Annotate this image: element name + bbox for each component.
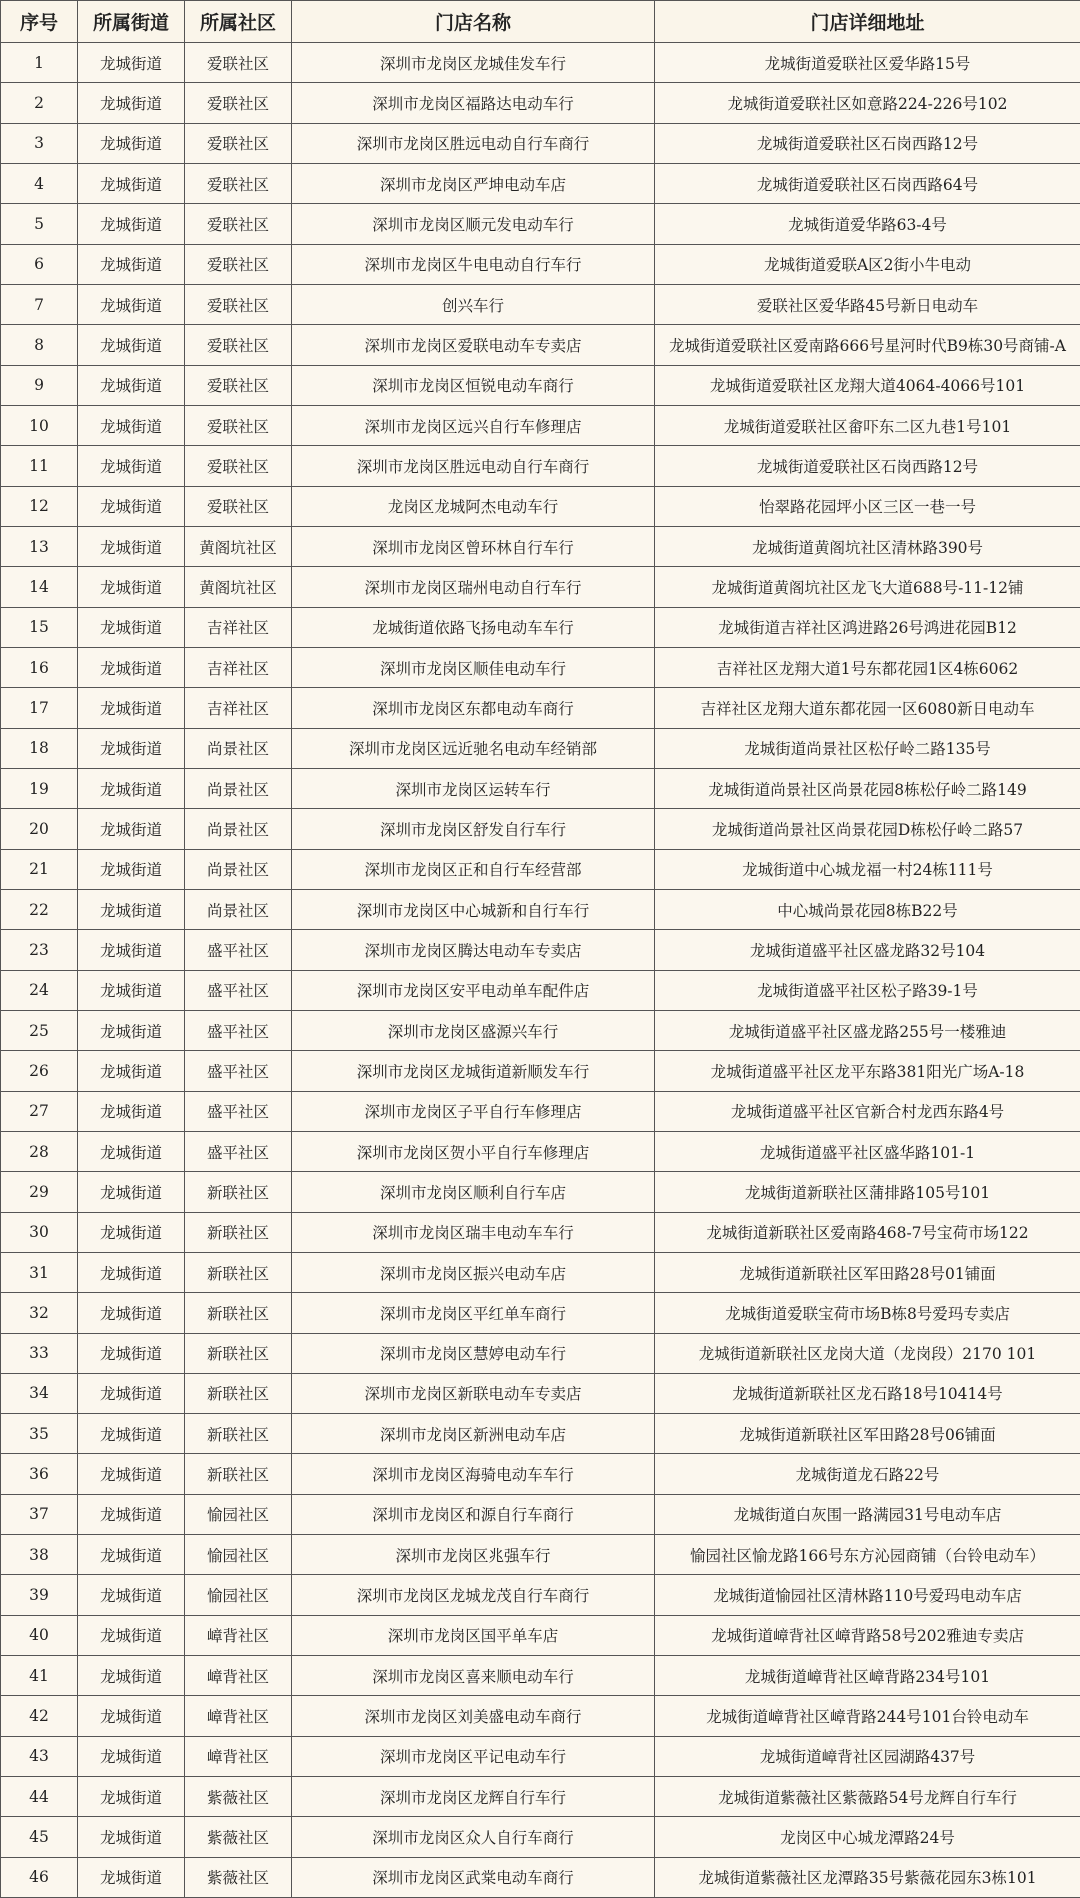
table-row: [1, 405, 1080, 445]
cell-index: 27: [1, 1091, 78, 1131]
cell-index: 6: [1, 244, 78, 284]
cell-store-name: 深圳市龙岗区贺小平自行车修理店: [292, 1131, 655, 1171]
cell-index: 12: [1, 486, 78, 526]
table-row: [1, 325, 1080, 365]
cell-community: 爱联社区: [185, 365, 292, 405]
table-header-row: [1, 1, 1080, 43]
cell-store-name: 深圳市龙岗区慧婷电动车行: [292, 1333, 655, 1373]
cell-community: 嶂背社区: [185, 1615, 292, 1655]
cell-store-name: 龙岗区龙城阿杰电动车行: [292, 486, 655, 526]
cell-street: 龙城街道: [78, 1777, 185, 1817]
cell-index: 31: [1, 1252, 78, 1292]
cell-store-address: 龙城街道新联社区爱南路468-7号宝荷市场122: [655, 1212, 1080, 1252]
cell-store-name: 深圳市龙岗区子平自行车修理店: [292, 1091, 655, 1131]
table-row: [1, 1373, 1080, 1413]
cell-store-name: 深圳市龙岗区顺利自行车店: [292, 1172, 655, 1212]
cell-store-name: 深圳市龙岗区舒发自行车行: [292, 809, 655, 849]
cell-store-name: 深圳市龙岗区爱联电动车专卖店: [292, 325, 655, 365]
cell-index: 23: [1, 930, 78, 970]
cell-store-address: 龙城街道爱联社区爱南路666号星河时代B9栋30号商铺-A: [655, 325, 1080, 365]
cell-index: 20: [1, 809, 78, 849]
cell-index: 10: [1, 405, 78, 445]
cell-store-name: 深圳市龙岗区众人自行车商行: [292, 1817, 655, 1857]
table-row: [1, 204, 1080, 244]
cell-street: 龙城街道: [78, 889, 185, 929]
cell-street: 龙城街道: [78, 1736, 185, 1776]
cell-store-address: 龙城街道尚景社区松仔岭二路135号: [655, 728, 1080, 768]
cell-community: 紫薇社区: [185, 1777, 292, 1817]
cell-community: 新联社区: [185, 1293, 292, 1333]
cell-store-name: 深圳市龙岗区国平单车店: [292, 1615, 655, 1655]
cell-street: 龙城街道: [78, 1051, 185, 1091]
cell-community: 爱联社区: [185, 123, 292, 163]
cell-community: 尚景社区: [185, 809, 292, 849]
cell-index: 9: [1, 365, 78, 405]
cell-index: 25: [1, 1010, 78, 1050]
cell-store-address: 龙城街道吉祥社区鸿进路26号鸿进花园B12: [655, 607, 1080, 647]
cell-community: 尚景社区: [185, 768, 292, 808]
header-store-address: 门店详细地址: [655, 1, 1080, 43]
cell-store-name: 深圳市龙岗区盛源兴车行: [292, 1010, 655, 1050]
cell-store-address: 龙城街道嶂背社区嶂背路58号202雅迪专卖店: [655, 1615, 1080, 1655]
cell-community: 爱联社区: [185, 244, 292, 284]
table-row: [1, 567, 1080, 607]
cell-street: 龙城街道: [78, 1091, 185, 1131]
cell-street: 龙城街道: [78, 526, 185, 566]
table-row: [1, 1696, 1080, 1736]
cell-street: 龙城街道: [78, 970, 185, 1010]
cell-index: 3: [1, 123, 78, 163]
cell-store-name: 深圳市龙岗区胜远电动自行车商行: [292, 446, 655, 486]
table-row: [1, 768, 1080, 808]
cell-store-address: 龙城街道黄阁坑社区清林路390号: [655, 526, 1080, 566]
cell-store-address: 龙城街道中心城龙福一村24栋111号: [655, 849, 1080, 889]
cell-community: 愉园社区: [185, 1494, 292, 1534]
cell-store-address: 龙城街道紫薇社区龙潭路35号紫薇花园东3栋101: [655, 1857, 1080, 1897]
cell-index: 33: [1, 1333, 78, 1373]
cell-store-name: 深圳市龙岗区和源自行车商行: [292, 1494, 655, 1534]
cell-store-address: 龙城街道尚景社区尚景花园D栋松仔岭二路57: [655, 809, 1080, 849]
table-row: [1, 284, 1080, 324]
cell-index: 34: [1, 1373, 78, 1413]
cell-street: 龙城街道: [78, 204, 185, 244]
cell-store-name: 创兴车行: [292, 284, 655, 324]
cell-street: 龙城街道: [78, 83, 185, 123]
cell-community: 尚景社区: [185, 849, 292, 889]
cell-index: 37: [1, 1494, 78, 1534]
cell-street: 龙城街道: [78, 1293, 185, 1333]
table-row: [1, 1293, 1080, 1333]
cell-store-address: 龙城街道爱联社区龙翔大道4064-4066号101: [655, 365, 1080, 405]
cell-store-name: 深圳市龙岗区曾环林自行车行: [292, 526, 655, 566]
cell-store-address: 龙城街道新联社区军田路28号06铺面: [655, 1414, 1080, 1454]
cell-store-address: 龙城街道新联社区龙石路18号10414号: [655, 1373, 1080, 1413]
cell-community: 盛平社区: [185, 1051, 292, 1091]
cell-index: 41: [1, 1656, 78, 1696]
cell-community: 爱联社区: [185, 284, 292, 324]
cell-store-name: 深圳市龙岗区福路达电动车行: [292, 83, 655, 123]
cell-store-name: 深圳市龙岗区顺元发电动车行: [292, 204, 655, 244]
table-row: [1, 244, 1080, 284]
cell-index: 15: [1, 607, 78, 647]
cell-index: 16: [1, 647, 78, 687]
table-row: [1, 930, 1080, 970]
cell-index: 5: [1, 204, 78, 244]
cell-street: 龙城街道: [78, 163, 185, 203]
cell-index: 38: [1, 1535, 78, 1575]
cell-community: 尚景社区: [185, 889, 292, 929]
cell-store-name: 深圳市龙岗区平红单车商行: [292, 1293, 655, 1333]
table-row: [1, 1172, 1080, 1212]
cell-index: 28: [1, 1131, 78, 1171]
cell-store-name: 深圳市龙岗区龙城街道新顺发车行: [292, 1051, 655, 1091]
cell-index: 35: [1, 1414, 78, 1454]
cell-store-address: 龙城街道爱联社区石岗西路12号: [655, 446, 1080, 486]
cell-street: 龙城街道: [78, 1454, 185, 1494]
cell-index: 7: [1, 284, 78, 324]
cell-store-name: 深圳市龙岗区安平电动单车配件店: [292, 970, 655, 1010]
table-row: [1, 1091, 1080, 1131]
cell-index: 24: [1, 970, 78, 1010]
cell-community: 爱联社区: [185, 204, 292, 244]
cell-community: 爱联社区: [185, 325, 292, 365]
cell-store-name: 深圳市龙岗区兆强车行: [292, 1535, 655, 1575]
cell-street: 龙城街道: [78, 1575, 185, 1615]
cell-store-address: 龙岗区中心城龙潭路24号: [655, 1817, 1080, 1857]
cell-store-name: 深圳市龙岗区龙辉自行车行: [292, 1777, 655, 1817]
cell-store-name: 深圳市龙岗区新联电动车专卖店: [292, 1373, 655, 1413]
table-row: [1, 849, 1080, 889]
table-row: [1, 728, 1080, 768]
cell-community: 新联社区: [185, 1373, 292, 1413]
cell-street: 龙城街道: [78, 486, 185, 526]
cell-store-address: 龙城街道新联社区龙岗大道（龙岗段）2170 101: [655, 1333, 1080, 1373]
cell-community: 新联社区: [185, 1172, 292, 1212]
cell-store-address: 龙城街道嶂背社区嶂背路234号101: [655, 1656, 1080, 1696]
cell-community: 新联社区: [185, 1212, 292, 1252]
cell-street: 龙城街道: [78, 809, 185, 849]
cell-store-address: 龙城街道盛平社区龙平东路381阳光广场A-18: [655, 1051, 1080, 1091]
cell-store-address: 龙城街道爱联社区爱华路15号: [655, 43, 1080, 83]
cell-street: 龙城街道: [78, 1131, 185, 1171]
cell-store-address: 龙城街道嶂背社区园湖路437号: [655, 1736, 1080, 1776]
cell-store-address: 龙城街道爱联社区石岗西路12号: [655, 123, 1080, 163]
cell-street: 龙城街道: [78, 244, 185, 284]
cell-store-address: 龙城街道嶂背社区嶂背路244号101台铃电动车: [655, 1696, 1080, 1736]
cell-community: 盛平社区: [185, 1010, 292, 1050]
cell-index: 21: [1, 849, 78, 889]
cell-store-name: 深圳市龙岗区喜来顺电动车行: [292, 1656, 655, 1696]
cell-street: 龙城街道: [78, 647, 185, 687]
cell-store-address: 龙城街道黄阁坑社区龙飞大道688号-11-12铺: [655, 567, 1080, 607]
cell-street: 龙城街道: [78, 688, 185, 728]
cell-store-name: 深圳市龙岗区海骑电动车车行: [292, 1454, 655, 1494]
cell-index: 42: [1, 1696, 78, 1736]
table-row: [1, 809, 1080, 849]
cell-street: 龙城街道: [78, 728, 185, 768]
cell-store-address: 龙城街道爱联宝荷市场B栋8号爱玛专卖店: [655, 1293, 1080, 1333]
cell-store-name: 深圳市龙岗区恒锐电动车商行: [292, 365, 655, 405]
table-row: [1, 1414, 1080, 1454]
cell-street: 龙城街道: [78, 365, 185, 405]
cell-index: 26: [1, 1051, 78, 1091]
cell-store-address: 中心城尚景花园8栋B22号: [655, 889, 1080, 929]
cell-store-name: 深圳市龙岗区运转车行: [292, 768, 655, 808]
cell-street: 龙城街道: [78, 930, 185, 970]
table-row: [1, 1212, 1080, 1252]
cell-street: 龙城街道: [78, 1414, 185, 1454]
table-row: [1, 365, 1080, 405]
cell-street: 龙城街道: [78, 446, 185, 486]
cell-street: 龙城街道: [78, 325, 185, 365]
cell-index: 17: [1, 688, 78, 728]
cell-street: 龙城街道: [78, 768, 185, 808]
cell-store-name: 深圳市龙岗区牛电电动自行车行: [292, 244, 655, 284]
table-row: [1, 1131, 1080, 1171]
cell-index: 46: [1, 1857, 78, 1897]
table-row: [1, 1575, 1080, 1615]
table-row: [1, 486, 1080, 526]
cell-store-name: 深圳市龙岗区腾达电动车专卖店: [292, 930, 655, 970]
cell-store-name: 深圳市龙岗区振兴电动车店: [292, 1252, 655, 1292]
cell-street: 龙城街道: [78, 1010, 185, 1050]
cell-street: 龙城街道: [78, 849, 185, 889]
cell-store-address: 龙城街道新联社区军田路28号01铺面: [655, 1252, 1080, 1292]
cell-street: 龙城街道: [78, 1817, 185, 1857]
cell-store-name: 深圳市龙岗区龙城佳发车行: [292, 43, 655, 83]
cell-community: 爱联社区: [185, 43, 292, 83]
cell-street: 龙城街道: [78, 1172, 185, 1212]
table-row: [1, 970, 1080, 1010]
cell-community: 新联社区: [185, 1414, 292, 1454]
cell-street: 龙城街道: [78, 1494, 185, 1534]
cell-store-address: 龙城街道盛平社区官新合村龙西东路4号: [655, 1091, 1080, 1131]
cell-index: 4: [1, 163, 78, 203]
table-row: [1, 1535, 1080, 1575]
cell-street: 龙城街道: [78, 1333, 185, 1373]
cell-community: 愉园社区: [185, 1535, 292, 1575]
cell-store-name: 深圳市龙岗区龙城龙茂自行车商行: [292, 1575, 655, 1615]
table-row: [1, 1615, 1080, 1655]
cell-street: 龙城街道: [78, 567, 185, 607]
table-row: [1, 1656, 1080, 1696]
cell-store-name: 深圳市龙岗区武棠电动车商行: [292, 1857, 655, 1897]
table-row: [1, 1333, 1080, 1373]
cell-store-address: 龙城街道龙石路22号: [655, 1454, 1080, 1494]
cell-index: 36: [1, 1454, 78, 1494]
cell-index: 2: [1, 83, 78, 123]
cell-street: 龙城街道: [78, 1252, 185, 1292]
cell-store-address: 龙城街道盛平社区盛华路101-1: [655, 1131, 1080, 1171]
table-row: [1, 43, 1080, 83]
cell-store-address: 愉园社区愉龙路166号东方沁园商铺（台铃电动车）: [655, 1535, 1080, 1575]
cell-store-name: 深圳市龙岗区远近驰名电动车经销部: [292, 728, 655, 768]
cell-index: 45: [1, 1817, 78, 1857]
cell-street: 龙城街道: [78, 1615, 185, 1655]
cell-community: 新联社区: [185, 1454, 292, 1494]
cell-store-address: 龙城街道尚景社区尚景花园8栋松仔岭二路149: [655, 768, 1080, 808]
cell-store-name: 深圳市龙岗区平记电动车行: [292, 1736, 655, 1776]
cell-store-name: 深圳市龙岗区东都电动车商行: [292, 688, 655, 728]
table-row: [1, 1736, 1080, 1776]
table-row: [1, 163, 1080, 203]
cell-store-address: 龙城街道爱联社区石岗西路64号: [655, 163, 1080, 203]
cell-index: 39: [1, 1575, 78, 1615]
cell-store-address: 龙城街道愉园社区清林路110号爱玛电动车店: [655, 1575, 1080, 1615]
cell-store-name: 龙城街道依路飞扬电动车车行: [292, 607, 655, 647]
cell-store-name: 深圳市龙岗区中心城新和自行车行: [292, 889, 655, 929]
cell-community: 尚景社区: [185, 728, 292, 768]
cell-index: 43: [1, 1736, 78, 1776]
cell-community: 黄阁坑社区: [185, 567, 292, 607]
cell-store-address: 龙城街道爱联社区如意路224-226号102: [655, 83, 1080, 123]
cell-street: 龙城街道: [78, 607, 185, 647]
cell-community: 愉园社区: [185, 1575, 292, 1615]
table-row: [1, 1777, 1080, 1817]
cell-community: 盛平社区: [185, 930, 292, 970]
table-row: [1, 647, 1080, 687]
table-row: [1, 1051, 1080, 1091]
cell-community: 紫薇社区: [185, 1857, 292, 1897]
cell-index: 18: [1, 728, 78, 768]
cell-index: 30: [1, 1212, 78, 1252]
cell-street: 龙城街道: [78, 43, 185, 83]
cell-store-address: 龙城街道爱联A区2街小牛电动: [655, 244, 1080, 284]
cell-street: 龙城街道: [78, 284, 185, 324]
cell-street: 龙城街道: [78, 1373, 185, 1413]
table-row: [1, 1494, 1080, 1534]
cell-street: 龙城街道: [78, 1857, 185, 1897]
cell-store-name: 深圳市龙岗区远兴自行车修理店: [292, 405, 655, 445]
cell-community: 新联社区: [185, 1333, 292, 1373]
cell-community: 紫薇社区: [185, 1817, 292, 1857]
table-row: [1, 607, 1080, 647]
cell-store-name: 深圳市龙岗区严坤电动车店: [292, 163, 655, 203]
cell-community: 爱联社区: [185, 83, 292, 123]
cell-community: 新联社区: [185, 1252, 292, 1292]
cell-community: 盛平社区: [185, 1131, 292, 1171]
cell-community: 爱联社区: [185, 486, 292, 526]
cell-store-name: 深圳市龙岗区瑞州电动自行车行: [292, 567, 655, 607]
cell-store-address: 龙城街道新联社区蒲排路105号101: [655, 1172, 1080, 1212]
cell-index: 22: [1, 889, 78, 929]
cell-community: 嶂背社区: [185, 1696, 292, 1736]
cell-store-address: 龙城街道盛平社区盛龙路32号104: [655, 930, 1080, 970]
table-row: [1, 889, 1080, 929]
cell-store-address: 怡翠路花园坪小区三区一巷一号: [655, 486, 1080, 526]
header-street: 所属街道: [78, 1, 185, 43]
table-row: [1, 1010, 1080, 1050]
cell-index: 44: [1, 1777, 78, 1817]
cell-community: 爱联社区: [185, 163, 292, 203]
cell-street: 龙城街道: [78, 1656, 185, 1696]
cell-store-address: 龙城街道紫薇社区紫薇路54号龙辉自行车行: [655, 1777, 1080, 1817]
cell-store-name: 深圳市龙岗区新洲电动车店: [292, 1414, 655, 1454]
cell-community: 黄阁坑社区: [185, 526, 292, 566]
cell-community: 嶂背社区: [185, 1656, 292, 1696]
cell-store-name: 深圳市龙岗区瑞丰电动车车行: [292, 1212, 655, 1252]
table-row: [1, 1454, 1080, 1494]
cell-community: 盛平社区: [185, 1091, 292, 1131]
cell-store-name: 深圳市龙岗区刘美盛电动车商行: [292, 1696, 655, 1736]
table-row: [1, 1817, 1080, 1857]
cell-index: 14: [1, 567, 78, 607]
cell-community: 吉祥社区: [185, 688, 292, 728]
header-store-name: 门店名称: [292, 1, 655, 43]
cell-store-name: 深圳市龙岗区顺佳电动车行: [292, 647, 655, 687]
table-row: [1, 446, 1080, 486]
cell-index: 40: [1, 1615, 78, 1655]
cell-index: 29: [1, 1172, 78, 1212]
cell-store-address: 龙城街道爱华路63-4号: [655, 204, 1080, 244]
cell-index: 19: [1, 768, 78, 808]
cell-street: 龙城街道: [78, 1212, 185, 1252]
cell-store-address: 龙城街道盛平社区盛龙路255号一楼雅迪: [655, 1010, 1080, 1050]
table-row: [1, 123, 1080, 163]
cell-index: 1: [1, 43, 78, 83]
table-row: [1, 1857, 1080, 1897]
table-row: [1, 1252, 1080, 1292]
cell-store-name: 深圳市龙岗区正和自行车经营部: [292, 849, 655, 889]
header-community: 所属社区: [185, 1, 292, 43]
cell-store-address: 吉祥社区龙翔大道1号东都花园1区4栋6062: [655, 647, 1080, 687]
cell-street: 龙城街道: [78, 123, 185, 163]
cell-community: 吉祥社区: [185, 647, 292, 687]
cell-store-address: 龙城街道盛平社区松子路39-1号: [655, 970, 1080, 1010]
table-row: [1, 688, 1080, 728]
cell-community: 吉祥社区: [185, 607, 292, 647]
cell-index: 32: [1, 1293, 78, 1333]
table-row: [1, 83, 1080, 123]
cell-store-address: 吉祥社区龙翔大道东都花园一区6080新日电动车: [655, 688, 1080, 728]
table-body: [1, 43, 1080, 1898]
cell-store-name: 深圳市龙岗区胜远电动自行车商行: [292, 123, 655, 163]
cell-street: 龙城街道: [78, 1696, 185, 1736]
cell-community: 盛平社区: [185, 970, 292, 1010]
cell-street: 龙城街道: [78, 1535, 185, 1575]
cell-index: 8: [1, 325, 78, 365]
cell-community: 嶂背社区: [185, 1736, 292, 1776]
cell-index: 13: [1, 526, 78, 566]
cell-community: 爱联社区: [185, 446, 292, 486]
cell-store-address: 龙城街道白灰围一路满园31号电动车店: [655, 1494, 1080, 1534]
cell-index: 11: [1, 446, 78, 486]
cell-store-address: 龙城街道爱联社区畲吓东二区九巷1号101: [655, 405, 1080, 445]
cell-store-address: 爱联社区爱华路45号新日电动车: [655, 284, 1080, 324]
cell-street: 龙城街道: [78, 405, 185, 445]
header-index: 序号: [1, 1, 78, 43]
table-row: [1, 526, 1080, 566]
cell-community: 爱联社区: [185, 405, 292, 445]
